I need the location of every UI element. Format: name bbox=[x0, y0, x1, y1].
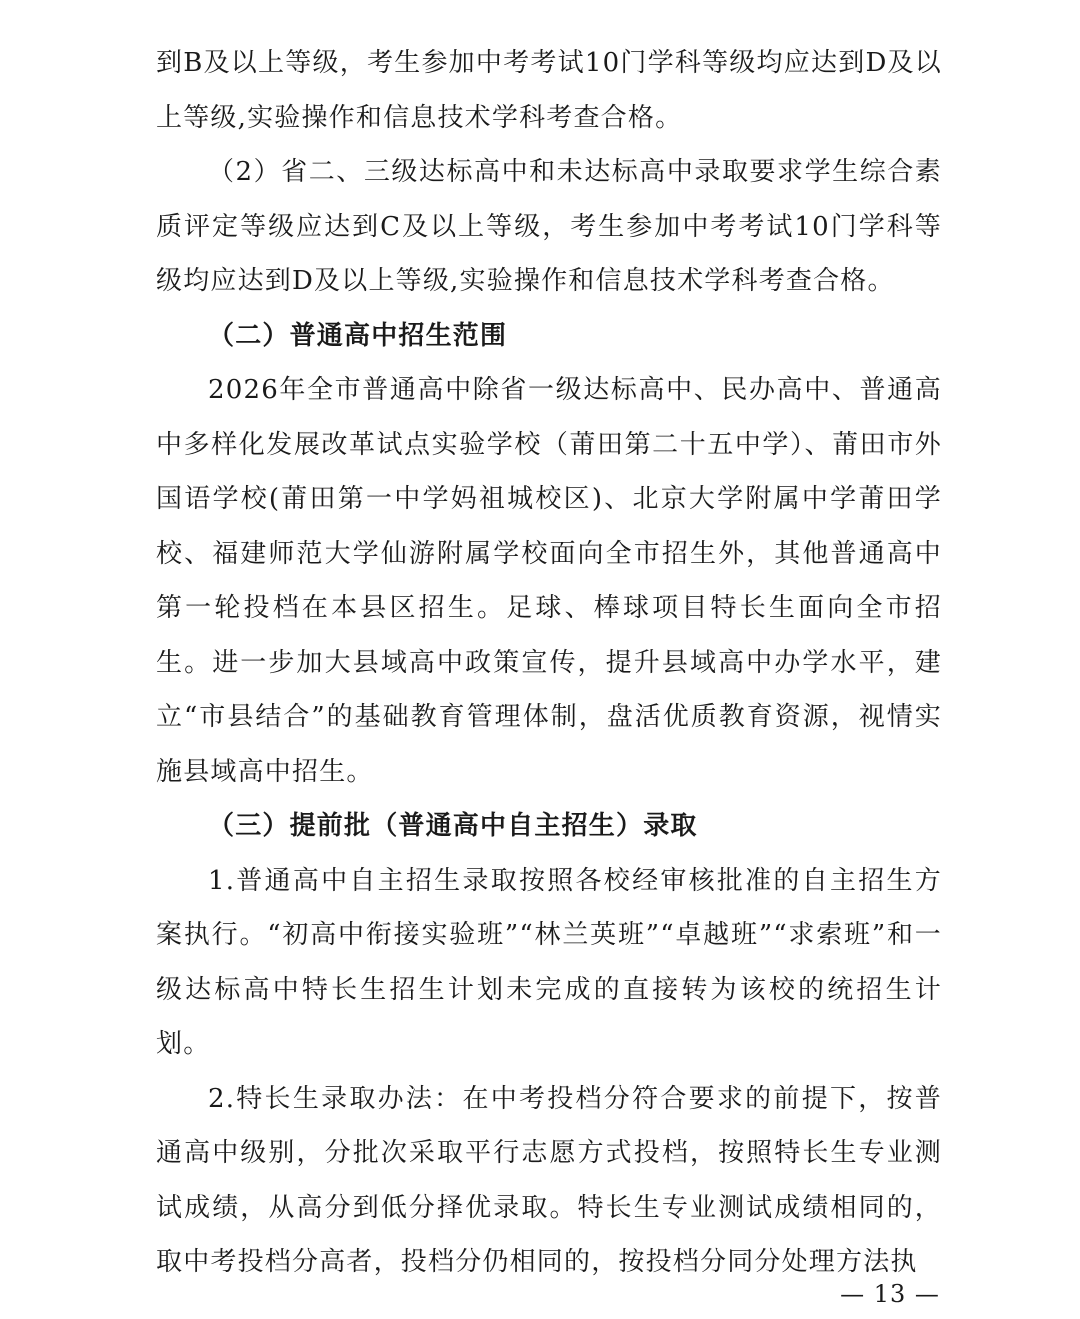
page-number: — 13 — bbox=[840, 1280, 940, 1308]
document-body bbox=[156, 36, 942, 1290]
paragraph-continuation: 到B及以上等级，考生参加中考考试10门学科等级均应达到D及以上等级,实验操作和信息技术学科考查合格。 bbox=[156, 48, 942, 133]
paragraph-enrollment-scope: 2026年全市普通高中除省一级达标高中、民办高中、普通高中多样化发展改革试点实验学校（莆田第二十五中学）、莆田市外国语学校(莆田第一中学妈祖城校区)、北京大学附属中学莆田学校、福建师范大学仙游附属学校面向全市招生外，其他普通高中第一轮投档在本县区招生。足球、棒球项目特长生面向全市招生。进一步加大县域高中政策宣传，提升县域高中办学水平，建立“市县结合”的基础教育管理体制，盘活优质教育资源，视情实施县域高中招生。 bbox=[156, 375, 942, 787]
paragraph-independent-enrollment: 1.普通高中自主招生录取按照各校经审核批准的自主招生方案执行。“初高中衔接实验班”“林兰英班”“卓越班”“求索班”和一级达标高中特长生招生计划未完成的直接转为该校的统招生计划。 bbox=[156, 865, 942, 1059]
paragraph-specialty-admission: 2.特长生录取办法：在中考投档分符合要求的前提下，按普通高中级别，分批次采取平行志愿方式投档，按照特长生专业测试成绩，从高分到低分择优录取。特长生专业测试成绩相同的，取中考投档分高者，投档分仍相同的，按投档分同分处理方法执 bbox=[156, 1083, 942, 1277]
section-heading-early-admission: （三）提前批（普通高中自主招生）录取 bbox=[208, 811, 698, 841]
section-heading-enrollment-scope: （二）普通高中招生范围 bbox=[208, 320, 508, 351]
paragraph-requirement-2: （2）省二、三级达标高中和未达标高中录取要求学生综合素质评定等级应达到C及以上等级，考生参加中考考试10门学科等级均应达到D及以上等级,实验操作和信息技术学科考查合格。 bbox=[156, 157, 942, 296]
